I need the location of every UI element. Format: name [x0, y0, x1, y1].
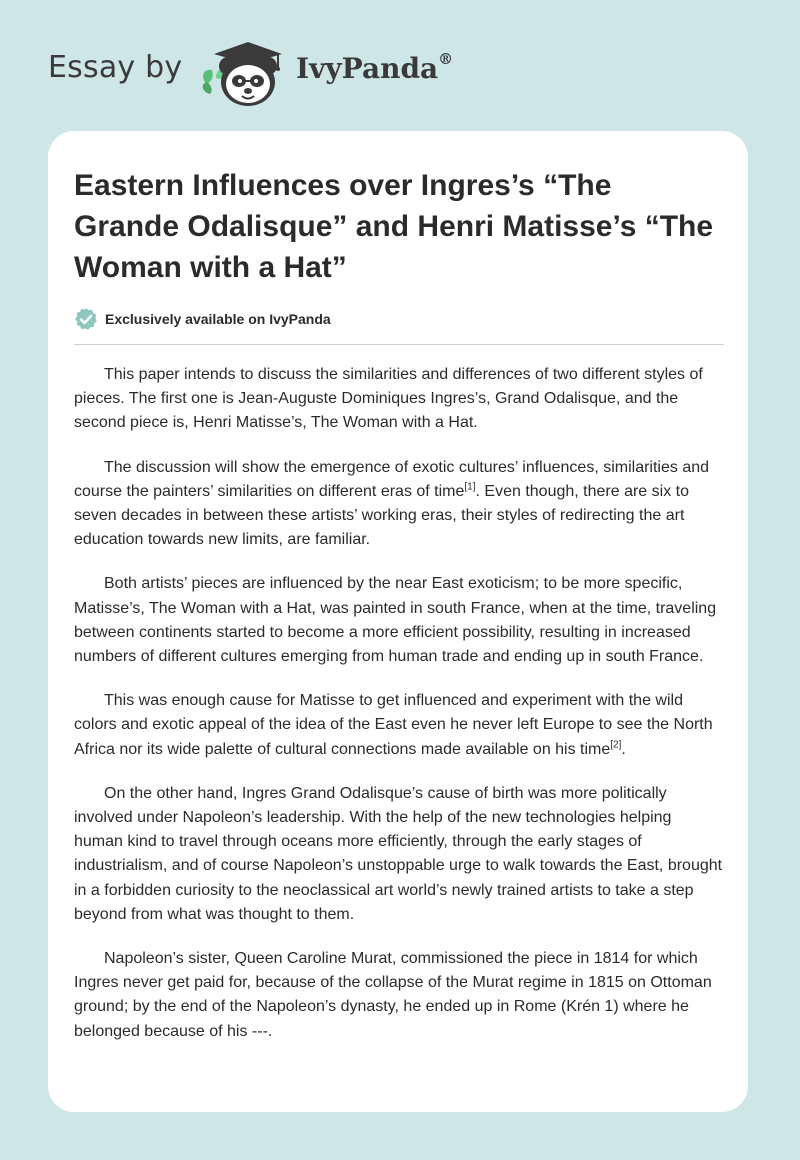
essay-body [74, 363, 724, 1064]
paragraph-1: This paper intends to discuss the similarities and differences of two different styles of pieces. The first one is Jean-Auguste Dominiques Ingres’s, Grand Odalisque, and the second piece is, Henri Matisse’s, The Woman with a Hat. [74, 366, 703, 432]
panda-graduate-logo-icon[interactable] [198, 36, 294, 112]
paragraph-4-text-end: . [621, 740, 626, 758]
brand-name-text: IvyPanda [296, 52, 439, 85]
paragraph-4-text: This was enough cause for Matisse to get influenced and experiment with the wild colors and exotic appeal of the idea of the East even he never left Europe to see the North Africa nor its wide palette of cultural connections made available on his time [74, 692, 713, 758]
title-divider [74, 344, 724, 345]
paragraph-6: Napoleon’s sister, Queen Caroline Murat, commissioned the piece in 1814 for which Ingres never get paid for, because of the collapse of the Murat regime in 1815 on Ottoman ground; by the end of the Napoleon’s dynasty, he ended up in Rome (Krén 1) where he belonged because of his ---. [74, 950, 712, 1040]
paragraph-2 [74, 456, 724, 553]
exclusive-badge [74, 307, 331, 331]
paragraph-3: Both artists’ pieces are influenced by the near East exoticism; to be more specific, Matisse’s, The Woman with a Hat, was painted in south France, when at the time, traveling between continents started to become a more efficient possibility, resulting in increased numbers of different cultures emerging from human trade and ending up in south France. [74, 575, 717, 666]
badge-text: Exclusively available on IvyPanda [105, 311, 331, 327]
reference-2[interactable]: [2] [610, 739, 622, 751]
paragraph-2-text-end: . Even though, there are six to seven decades in between these artists’ working eras, their styles of redirecting the art education towards new limits, are familiar. [74, 482, 689, 549]
essay-title: Eastern Influences over Ingres’s “The Grande Odalisque” and Henri Matisse’s “The Woman with a Hat” [74, 169, 714, 284]
brand-prefix: Essay by [48, 50, 183, 85]
registered-mark: ® [438, 49, 454, 68]
site-header [0, 0, 800, 130]
paragraph-4 [74, 689, 724, 762]
paragraph-5: On the other hand, Ingres Grand Odalisque’s cause of birth was more politically involved under Napoleon’s leadership. With the help of the new technologies helping human kind to travel through oceans more efficiently, through the early stages of industrialism, and of course Napoleon’s unstoppable urge to walk towards the East, brought in a forbidden curiosity to the neoclassical art world’s newly trained artists to take a step beyond from what was thought to them. [74, 784, 723, 923]
reference-1[interactable]: [1] [464, 481, 476, 493]
check-circle-icon [74, 307, 98, 331]
paragraph-2-text: The discussion will show the emergence of exotic cultures’ influences, similarities and course the painters’ similarities on different eras of time [74, 458, 710, 500]
essay-card [48, 131, 748, 1112]
brand-name[interactable] [296, 49, 454, 85]
